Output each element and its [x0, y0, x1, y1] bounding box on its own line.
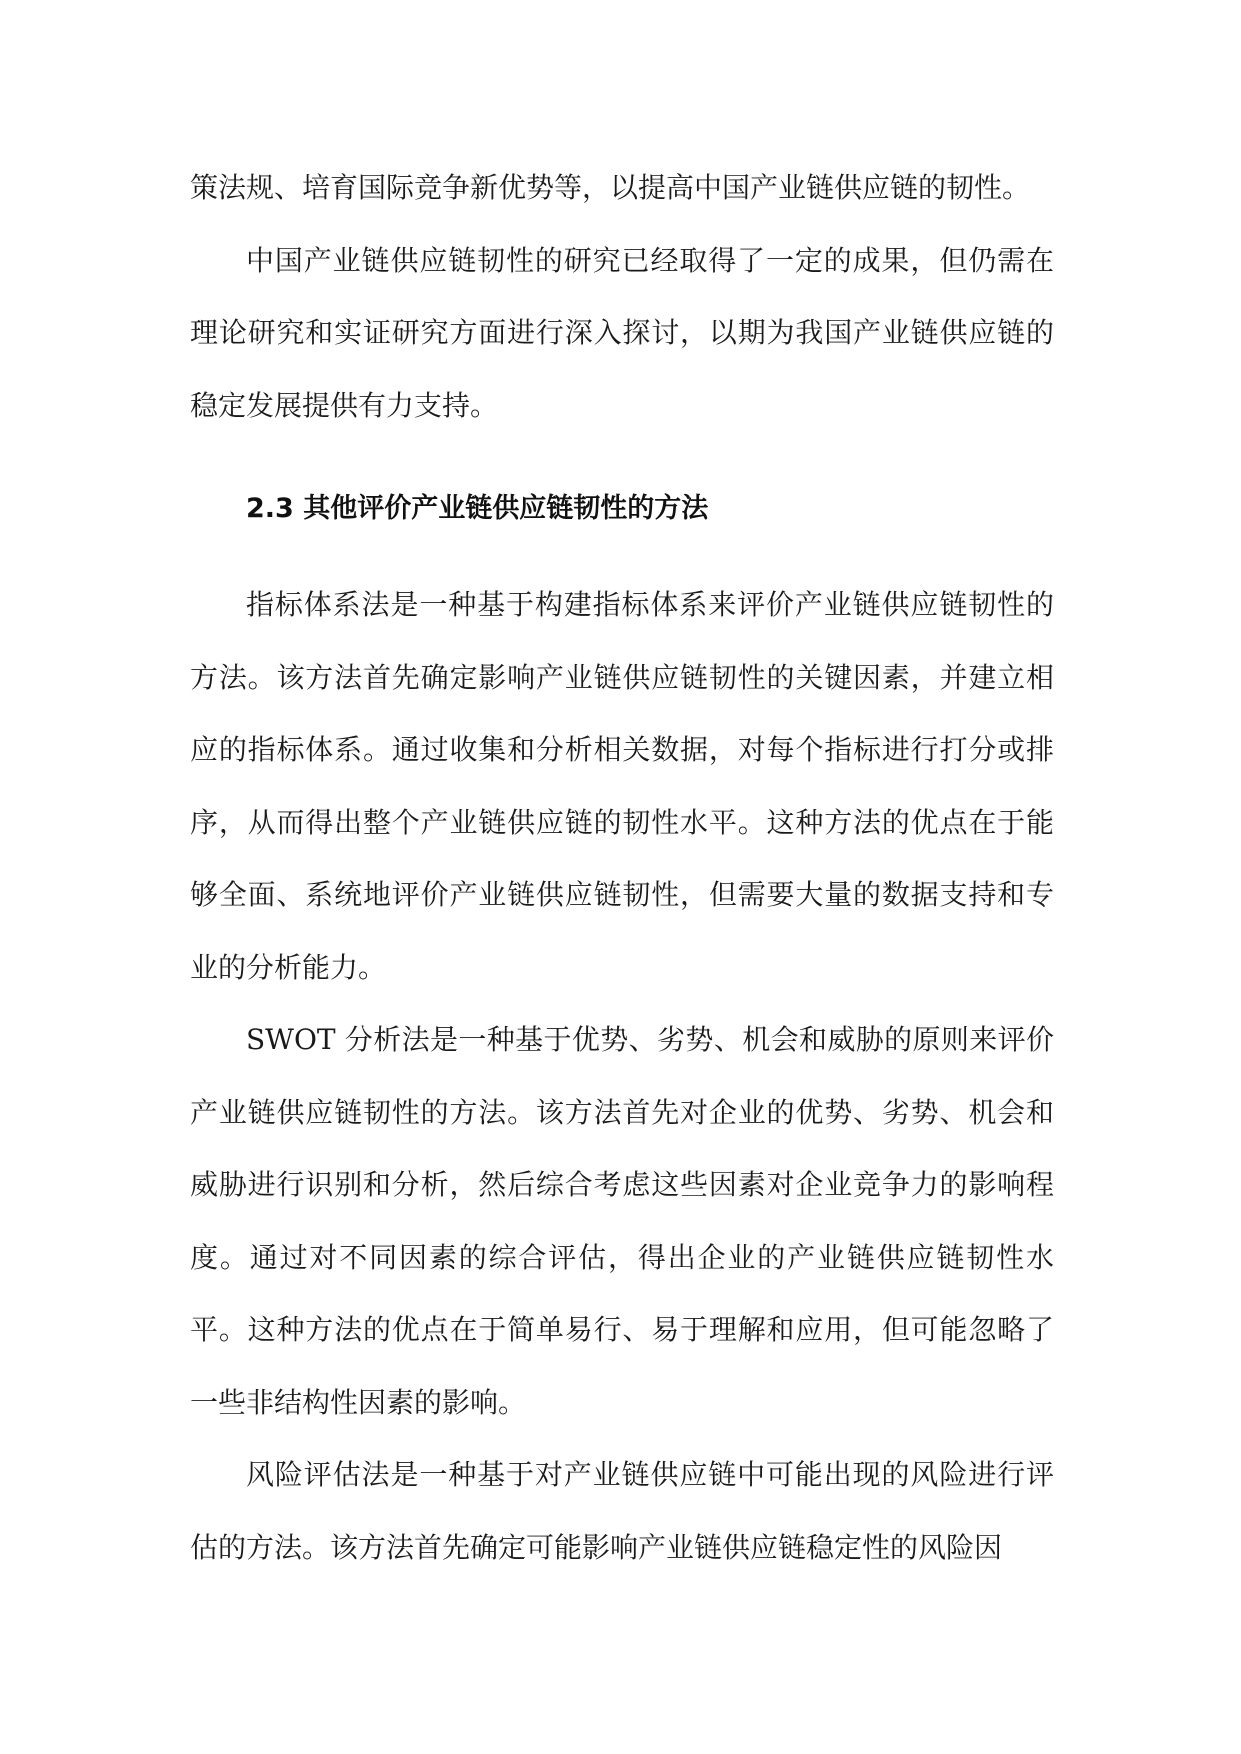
- section-heading-2-3: 2.3 其他评价产业链供应链韧性的方法: [246, 493, 709, 524]
- document-body: [190, 152, 1054, 1584]
- paragraph-indicator-system-method: 指标体系法是一种基于构建指标体系来评价产业链供应链韧性的方法。该方法首先确定影响产业链供应链韧性的关键因素，并建立相应的指标体系。通过收集和分析相关数据，对每个指标进行打分或排序，从而得出整个产业链供应链的韧性水平。这种方法的优点在于能够全面、系统地评价产业链供应链韧性，但需要大量的数据支持和专业的分析能力。: [190, 588, 1054, 984]
- paragraph-swot-method: SWOT 分析法是一种基于优势、劣势、机会和威胁的原则来评价产业链供应链韧性的方法。该方法首先对企业的优势、劣势、机会和威胁进行识别和分析，然后综合考虑这些因素对企业竞争力的影响程度。通过对不同因素的综合评估，得出企业的产业链供应链韧性水平。这种方法的优点在于简单易行、易于理解和应用，但可能忽略了一些非结构性因素的影响。: [190, 1023, 1054, 1419]
- paragraph-research-summary: 中国产业链供应链韧性的研究已经取得了一定的成果，但仍需在理论研究和实证研究方面进行深入探讨，以期为我国产业链供应链的稳定发展提供有力支持。: [190, 243, 1054, 422]
- paragraph-risk-assessment-method: 风险评估法是一种基于对产业链供应链中可能出现的风险进行评估的方法。该方法首先确定可能影响产业链供应链稳定性的风险因: [190, 1458, 1054, 1564]
- paragraph-policy-continuation: 策法规、培育国际竞争新优势等，以提高中国产业链供应链的韧性。: [190, 171, 1031, 204]
